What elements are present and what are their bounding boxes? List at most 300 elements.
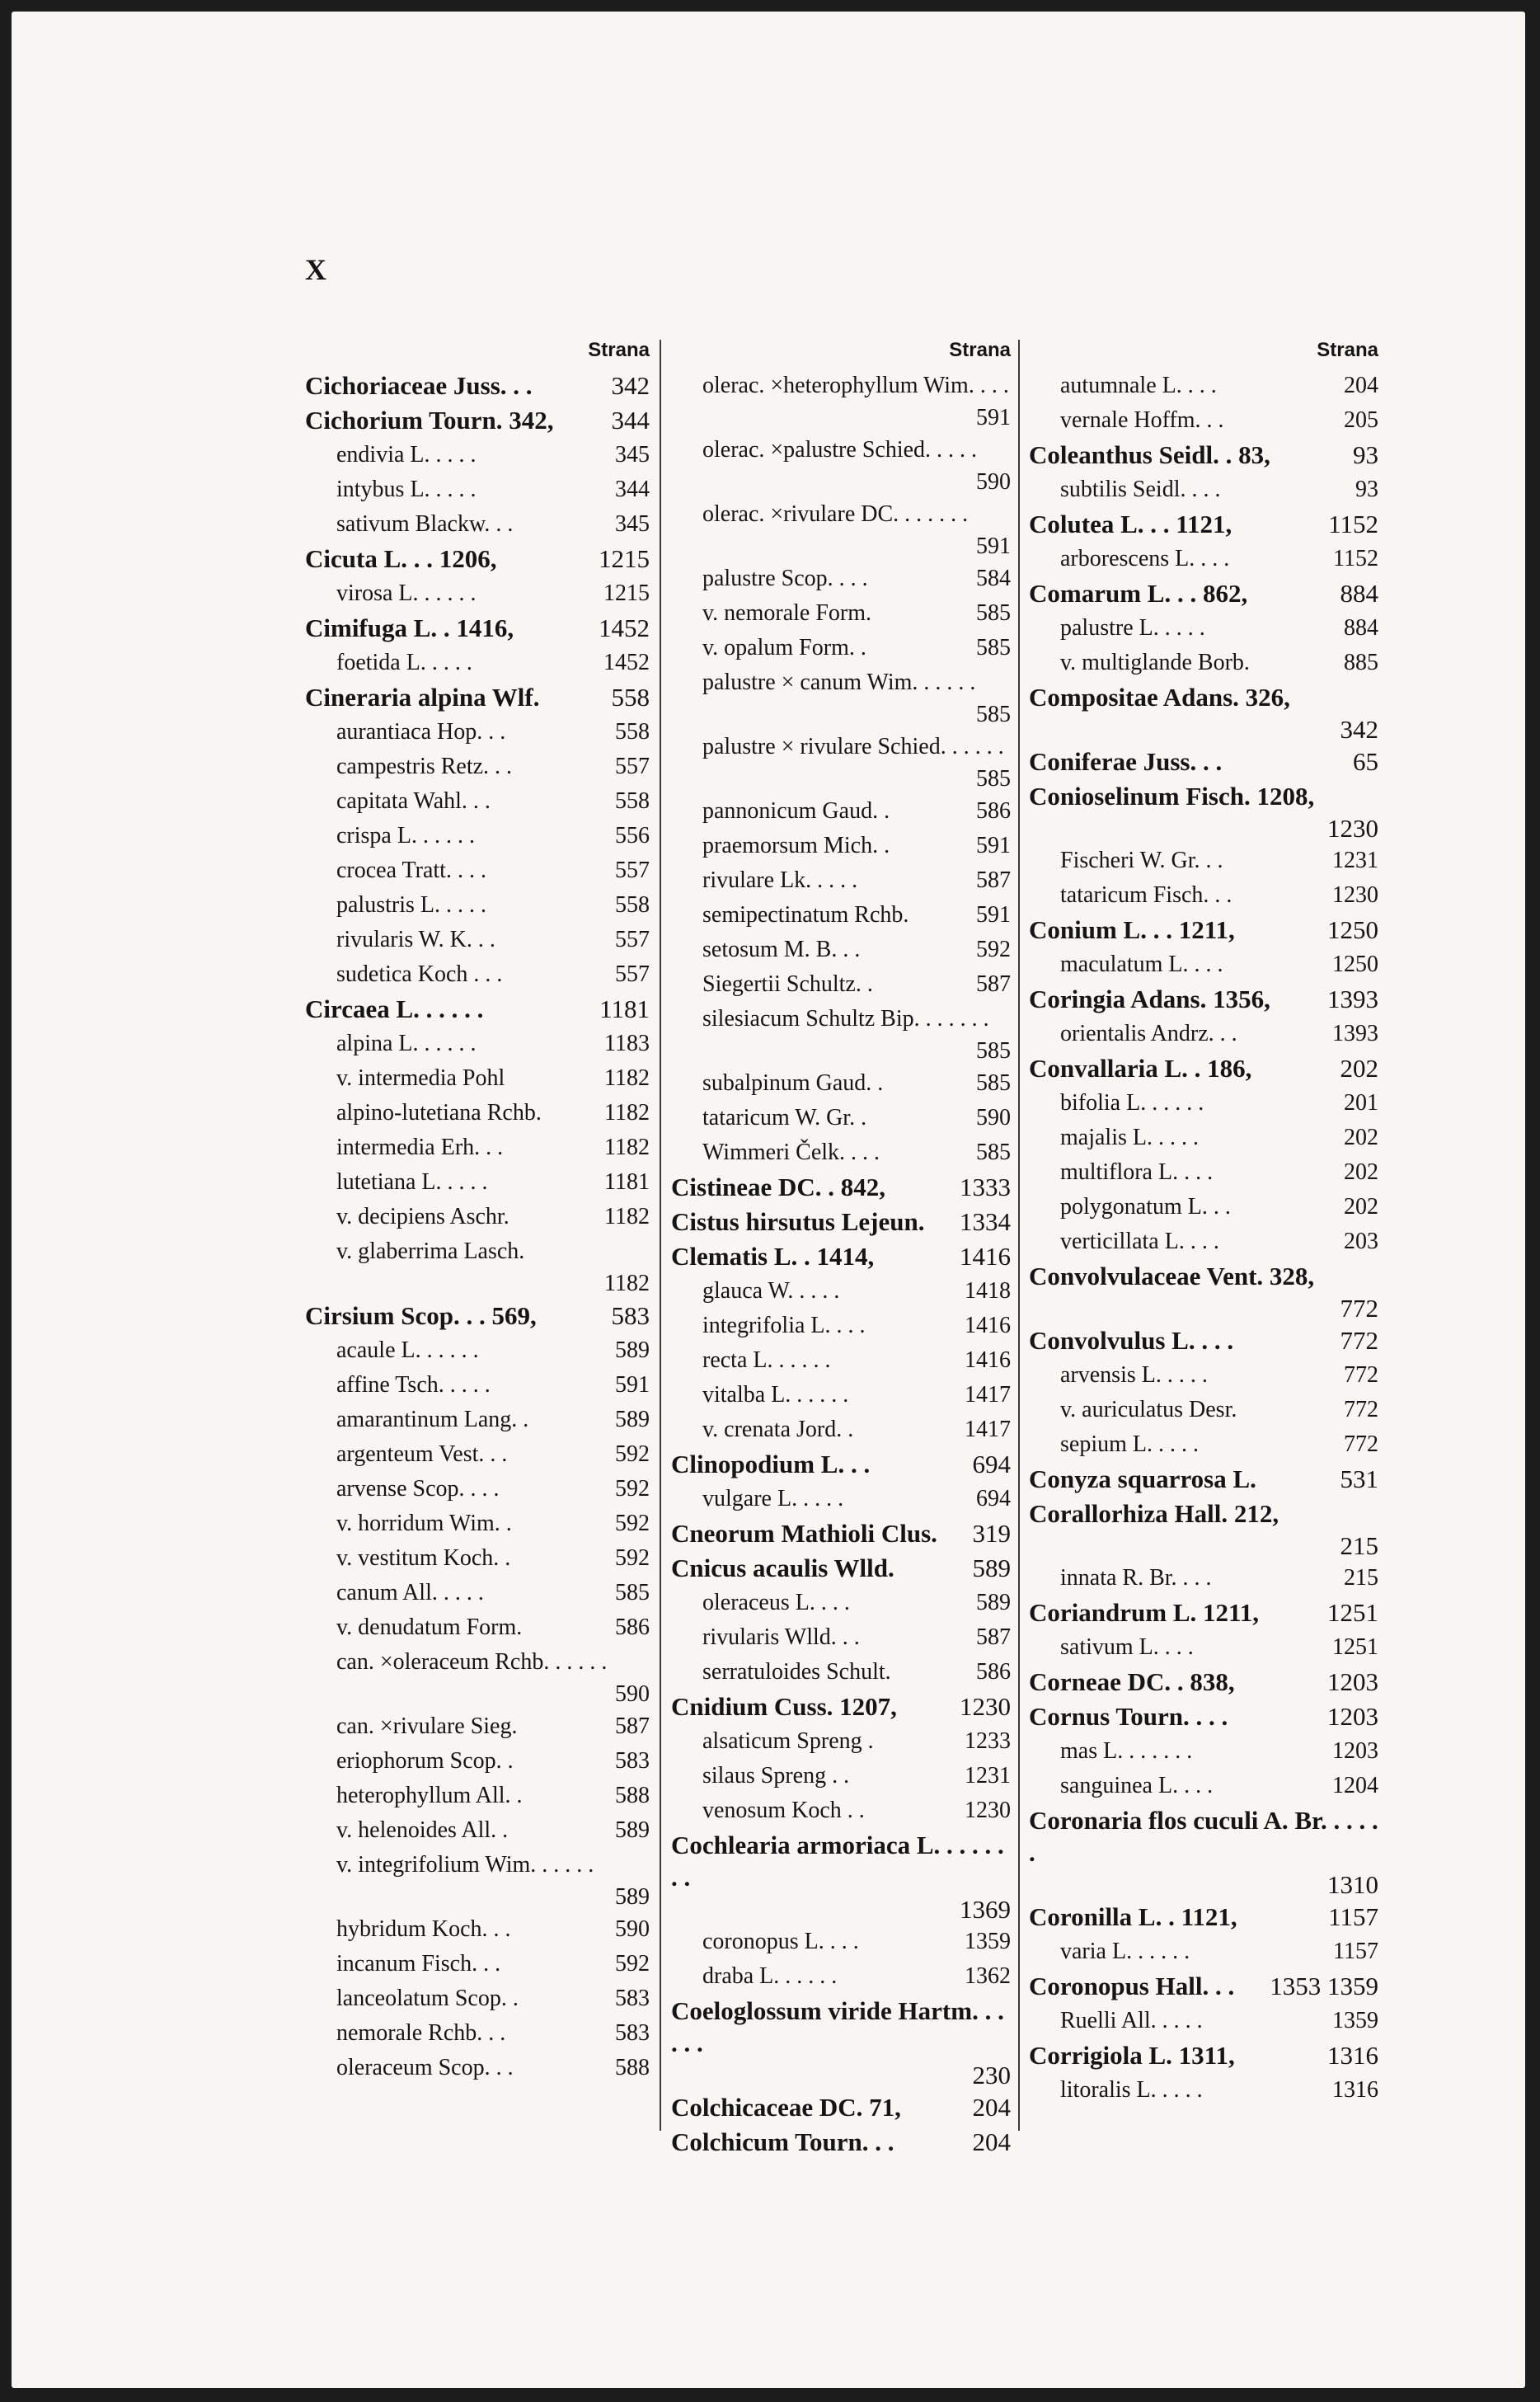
entry-term: aurantiaca Hop. . . [336,719,506,745]
index-subentry [1029,1770,1378,1804]
entry-page-number: 1183 [604,1031,650,1056]
entry-page-number: 558 [615,788,650,814]
entry-page-number: 1204 [1332,1773,1378,1798]
index-subentry [671,795,1011,830]
entry-page-number: 589 [615,1337,650,1363]
entry-term: Cimifuga L. . 1416, [305,613,514,642]
entry-term: rivularis W. K. . . [336,927,495,952]
index-headword-entry [1029,439,1378,473]
index-subentry [305,1814,650,1849]
entry-page-number: 204 [972,2127,1011,2156]
entry-page-number: 342 [1340,715,1378,744]
entry-page-number: 1215 [599,544,650,573]
entry-page-number: 1203 [1332,1738,1378,1764]
entry-page-number: 590 [976,469,1011,495]
index-subentry [305,1849,650,1913]
index-subentry [671,1925,1011,1960]
index-subentry [1029,1631,1378,1666]
entry-term: acaule L. . . . . . [336,1337,479,1363]
entry-term: Convolvulaceae Vent. 328, [1029,1262,1315,1290]
index-headword-entry [305,404,650,439]
entry-page-number: 1359 [965,1929,1011,1954]
entry-term: Coronilla L. . 1121, [1029,1902,1237,1931]
entry-page-number: 1231 [1332,848,1378,873]
index-subentry [305,1166,650,1201]
entry-page-number: 772 [1340,1294,1378,1323]
entry-page-number: 1182 [604,1135,650,1160]
index-headword-entry [671,2126,1011,2160]
entry-list [305,369,650,2086]
entry-page-number: 557 [615,858,650,883]
entry-page-number: 345 [615,511,650,537]
entry-page-number: 558 [615,719,650,745]
entry-page-number: 589 [615,1407,650,1432]
entry-term: Cineraria alpina Wlf. [305,683,540,712]
index-subentry [305,716,650,750]
entry-term: arvense Scop. . . . [336,1476,500,1502]
index-subentry [305,1710,650,1745]
index-subentry [1029,948,1378,983]
entry-term: majalis L. . . . . [1060,1125,1199,1150]
entry-term: hybridum Koch. . . [336,1916,511,1942]
entry-list [1029,369,1385,2108]
index-subentry [305,1542,650,1577]
index-subentry [305,1646,650,1710]
index-subentry [305,646,650,681]
entry-term: Cnicus acaulis Wlld. [671,1554,894,1582]
entry-page-number: 586 [976,1659,1011,1685]
index-subentry [1029,1562,1378,1596]
entry-page-number: 694 [976,1486,1011,1511]
entry-term: tataricum Fisch. . . [1060,882,1232,908]
entry-term: foetida L. . . . . [336,650,472,675]
index-headword-entry [671,1448,1011,1483]
entry-term: venosum Koch . . [702,1798,865,1823]
index-subentry [305,820,650,854]
entry-page-number: 592 [615,1511,650,1536]
entry-page-number: 1250 [1332,952,1378,977]
index-headword-entry [671,1829,1011,1925]
index-headword-entry [671,1552,1011,1586]
index-subentry [305,785,650,820]
entry-term: lutetiana L. . . . . [336,1169,488,1195]
entry-term: silesiacum Schultz Bip. . . . . . . [702,1006,989,1032]
entry-term: Fischeri W. Gr. . . [1060,848,1223,873]
entry-page-number: 557 [615,961,650,987]
entry-term: eriophorum Scop. . [336,1748,514,1774]
index-subentry [305,1438,650,1473]
index-column-2 [671,331,1011,2160]
index-subentry [671,1656,1011,1690]
index-headword-entry [671,1206,1011,1240]
entry-page-number: 1359 [1332,2008,1378,2033]
entry-term: can. ×rivulare Sieg. [336,1713,518,1739]
entry-term: Cneorum Mathioli Clus. [671,1519,937,1548]
index-subentry [1029,2074,1378,2108]
entry-page-number: 589 [615,1817,650,1843]
entry-page-number: 1157 [1328,1902,1378,1931]
entry-page-number: 1181 [604,1169,650,1195]
index-subentry [305,439,650,473]
entry-term: Compositae Adans. 326, [1029,683,1290,712]
index-column-3 [1029,331,1385,2108]
entry-page-number: 588 [615,2055,650,2080]
entry-page-number: 1181 [599,994,650,1023]
index-headword-entry [671,1517,1011,1552]
entry-page-number: 590 [615,1916,650,1942]
index-subentry [305,1913,650,1948]
entry-term: Comarum L. . . 862, [1029,579,1248,608]
index-subentry [671,1067,1011,1102]
entry-term: intermedia Erh. . . [336,1135,504,1160]
entry-term: palustris L. . . . . [336,892,486,918]
index-subentry [305,473,650,508]
index-subentry [305,1369,650,1403]
index-subentry [1029,646,1378,681]
entry-page-number: 1182 [604,1271,650,1296]
index-subentry [305,924,650,958]
entry-page-number: 587 [976,1624,1011,1650]
index-subentry [671,666,1011,731]
entry-page-number: 772 [1340,1326,1378,1355]
entry-page-number: 1230 [1327,814,1378,843]
entry-page-number: 587 [976,971,1011,997]
entry-page-number: 884 [1340,579,1378,608]
index-headword-entry [1029,1804,1385,1901]
entry-term: Corneae DC. . 838, [1029,1667,1235,1696]
entry-term: endivia L. . . . . [336,442,477,468]
entry-page-number: 592 [976,937,1011,962]
entry-term: arvensis L. . . . . [1060,1362,1208,1388]
entry-page-number: 204 [1344,373,1378,398]
index-subentry [1029,404,1378,439]
entry-term: palustre × rivulare Schied. . . . . . [702,734,1004,759]
entry-page-number: 1250 [1327,915,1378,944]
index-headword-entry [1029,914,1378,948]
entry-page-number: 589 [976,1590,1011,1615]
index-subentry [305,1235,650,1300]
entry-page-number: 585 [976,635,1011,660]
entry-page-number: 583 [615,1986,650,2011]
entry-page-number: 885 [1344,650,1378,675]
entry-page-number: 342 [611,371,650,400]
index-subentry [671,1483,1011,1517]
index-headword-entry [1029,1260,1378,1324]
entry-term: olerac. ×heterophyllum Wim. . . . [702,373,1009,398]
entry-page-number: 1157 [1333,1939,1378,1964]
index-subentry [305,1097,650,1131]
index-subentry [671,899,1011,933]
index-headword-entry [1029,1497,1378,1562]
entry-page-number: 344 [615,477,650,502]
index-subentry [1029,1121,1378,1156]
entry-term: olerac. ×palustre Schied. . . . . [702,437,978,463]
entry-page-number: 1417 [965,1382,1011,1408]
index-headword-entry [1029,2039,1378,2074]
index-subentry [305,1403,650,1438]
entry-term: Cnidium Cuss. 1207, [671,1692,897,1721]
entry-page-number: 215 [1344,1565,1378,1591]
column-divider [1018,340,1020,2131]
entry-term: palustre × canum Wim. . . . . . [702,670,976,695]
entry-page-number: 1452 [599,613,650,642]
entry-term: pannonicum Gaud. . [702,798,890,824]
entry-term: v. crenata Jord. . [702,1417,854,1442]
index-headword-entry [1029,681,1378,745]
entry-term: Clinopodium L. . . [671,1450,871,1478]
index-subentry [305,1982,650,2017]
index-subentry [671,1379,1011,1413]
entry-term: sepium L. . . . . [1060,1431,1199,1457]
index-subentry [305,1577,650,1611]
entry-term: Corallorhiza Hall. 212, [1029,1499,1279,1528]
index-headword-entry [1029,577,1378,612]
entry-term: v. nemorale Form. [702,600,872,626]
entry-page-number: 1203 [1327,1667,1378,1696]
index-headword-entry [1029,1596,1378,1631]
entry-page-number: 1333 [960,1173,1011,1201]
index-subentry [1029,1087,1378,1121]
entry-page-number: 1418 [965,1278,1011,1304]
index-subentry [671,369,1011,434]
entry-term: Conium L. . . 1211, [1029,915,1235,944]
entry-term: v. integrifolium Wim. . . . . . [336,1852,594,1878]
entry-term: Cornus Tourn. . . . [1029,1702,1228,1731]
index-subentry [305,508,650,543]
index-subentry [671,1275,1011,1309]
entry-page-number: 591 [976,405,1011,430]
index-subentry [305,1779,650,1814]
entry-term: campestris Retz. . . [336,754,513,779]
entry-term: v. vestitum Koch. . [336,1545,511,1571]
entry-term: heterophyllum All. . [336,1783,523,1808]
index-subentry [1029,1225,1378,1260]
entry-term: subalpinum Gaud. . [702,1070,884,1096]
entry-term: Siegertii Schultz. . [702,971,873,997]
entry-page-number: 772 [1344,1362,1378,1388]
index-subentry [305,2017,650,2052]
index-subentry [305,577,650,612]
entry-page-number: 591 [976,902,1011,928]
entry-page-number: 585 [976,702,1011,727]
index-subentry [671,1413,1011,1448]
entry-page-number: 1417 [965,1417,1011,1442]
entry-term: vitalba L. . . . . . [702,1382,849,1408]
entry-page-number: 557 [615,754,650,779]
index-headword-entry [305,681,650,716]
entry-term: crispa L. . . . . . [336,823,475,848]
entry-page-number: 1334 [960,1207,1011,1236]
entry-term: v. horridum Wim. . [336,1511,512,1536]
entry-page-number: 589 [615,1884,650,1910]
index-headword-entry [671,2091,1011,2126]
entry-page-number: 345 [615,442,650,468]
entry-page-number: 1316 [1332,2077,1378,2103]
entry-term: Coriandrum L. 1211, [1029,1598,1260,1627]
index-subentry [1029,1394,1378,1428]
entry-page-number: 93 [1353,440,1378,469]
entry-term: Convolvulus L. . . . [1029,1326,1234,1355]
entry-page-number: 585 [976,1140,1011,1165]
index-subentry [671,434,1011,498]
entry-page-number: 1231 [965,1763,1011,1789]
entry-term: Cistus hirsutus Lejeun. [671,1207,925,1236]
entry-page-number: 202 [1340,1054,1378,1083]
entry-page-number: 591 [615,1372,650,1398]
index-subentry [305,1201,650,1235]
index-headword-entry [1029,1970,1378,2005]
entry-page-number: 558 [615,892,650,918]
entry-term: Coniferae Juss. . . [1029,747,1223,776]
index-subentry [305,2052,650,2086]
index-subentry [671,1621,1011,1656]
index-headword-entry [305,993,650,1027]
entry-term: autumnale L. . . . [1060,373,1217,398]
entry-page-number: 215 [1340,1531,1378,1560]
entry-term: capitata Wahl. . . [336,788,491,814]
column-heading: Strana [588,339,650,361]
entry-term: Ruelli All. . . . . [1060,2008,1203,2033]
entry-page-number: 884 [1344,615,1378,641]
entry-page-number: 319 [972,1519,1011,1548]
entry-term: integrifolia L. . . . [702,1313,866,1338]
index-headword-entry [671,1995,1011,2091]
entry-page-number: 204 [972,2093,1011,2122]
index-subentry [305,1473,650,1507]
entry-page-number: 65 [1353,747,1378,776]
entry-term: Colutea L. . . 1121, [1029,510,1232,538]
entry-page-number: 588 [615,1783,650,1808]
entry-term: innata R. Br. . . . [1060,1565,1212,1591]
index-subentry [1029,1018,1378,1052]
index-headword-entry [671,1171,1011,1206]
entry-term: oleraceus L. . . . [702,1590,850,1615]
page-number: X [305,253,326,286]
entry-term: nemorale Rchb. . . [336,2020,506,2046]
entry-term: Cistineae DC. . 842, [671,1173,886,1201]
index-headword-entry [305,369,650,404]
index-subentry [671,1136,1011,1171]
entry-term: incanum Fisch. . . [336,1951,501,1977]
index-headword-entry [1029,780,1378,844]
index-subentry [671,597,1011,632]
index-subentry [305,750,650,785]
index-subentry [671,498,1011,562]
entry-page-number: 591 [976,833,1011,858]
index-subentry [305,1027,650,1062]
index-subentry [671,1344,1011,1379]
entry-term: canum All. . . . . [336,1580,484,1605]
index-subentry [305,1507,650,1542]
index-subentry [305,1948,650,1982]
entry-page-number: 1230 [960,1692,1011,1721]
index-subentry [671,1102,1011,1136]
entry-term: draba L. . . . . . [702,1963,838,1989]
entry-term: mas L. . . . . . . [1060,1738,1193,1764]
entry-term: olerac. ×rivulare DC. . . . . . . [702,501,969,527]
entry-term: vulgare L. . . . . [702,1486,844,1511]
entry-term: v. denudatum Form. [336,1615,523,1640]
index-headword-entry [1029,745,1378,780]
entry-term: alpina L. . . . . . [336,1031,477,1056]
entry-page-number: 202 [1344,1159,1378,1185]
index-subentry [1029,879,1378,914]
entry-term: setosum M. B. . . [702,937,861,962]
entry-page-number: 1203 [1327,1702,1378,1731]
entry-page-number: 589 [972,1554,1011,1582]
entry-term: oleraceum Scop. . . [336,2055,514,2080]
entry-page-number: 1353 1359 [1270,1972,1378,2000]
index-subentry [671,1760,1011,1794]
entry-term: Cichoriaceae Juss. . . [305,371,533,400]
entry-term: palustre Scop. . . . [702,566,868,591]
entry-term: Clematis L. . 1414, [671,1242,875,1271]
entry-term: multiflora L. . . . [1060,1159,1214,1185]
entry-term: varia L. . . . . . [1060,1939,1190,1964]
entry-term: orientalis Andrz. . . [1060,1021,1237,1046]
index-subentry [305,1062,650,1097]
index-subentry [671,1309,1011,1344]
entry-page-number: 203 [1344,1229,1378,1254]
entry-page-number: 1230 [965,1798,1011,1823]
entry-term: v. glaberrima Lasch. [336,1239,525,1264]
index-subentry [671,933,1011,968]
entry-page-number: 230 [972,2061,1011,2089]
entry-page-number: 1152 [1328,510,1378,538]
entry-page-number: 202 [1344,1194,1378,1220]
entry-page-number: 586 [976,798,1011,824]
entry-page-number: 531 [1340,1464,1378,1493]
index-headword-entry [1029,1463,1378,1497]
index-subentry [1029,2005,1378,2039]
entry-term: bifolia L. . . . . . [1060,1090,1204,1116]
column-heading: Strana [949,339,1011,361]
entry-page-number: 1452 [603,650,650,675]
entry-page-number: 585 [976,600,1011,626]
entry-term: alpino-lutetiana Rchb. [336,1100,542,1126]
entry-page-number: 344 [611,406,650,435]
entry-page-number: 585 [615,1580,650,1605]
index-subentry [671,632,1011,666]
entry-term: crocea Tratt. . . . [336,858,486,883]
page-sheet [12,12,1525,2388]
index-subentry [671,1586,1011,1621]
entry-page-number: 586 [615,1615,650,1640]
entry-page-number: 772 [1344,1431,1378,1457]
entry-term: Corrigiola L. 1311, [1029,2041,1235,2070]
index-headword-entry [305,612,650,646]
entry-term: Coringia Adans. 1356, [1029,985,1270,1013]
entry-term: palustre L. . . . . [1060,615,1205,641]
index-headword-entry [305,1300,650,1334]
entry-page-number: 1251 [1332,1634,1378,1660]
entry-term: silaus Spreng . . [702,1763,850,1789]
entry-term: Cirsium Scop. . . 569, [305,1301,537,1330]
entry-term: sativum L. . . . [1060,1634,1194,1660]
index-subentry [671,1003,1011,1067]
index-subentry [1029,612,1378,646]
entry-term: Coeloglossum viride Hartm. . . . . . [671,1996,1011,2057]
entry-term: lanceolatum Scop. . [336,1986,519,2011]
index-subentry [305,889,650,924]
entry-term: subtilis Seidl. . . . [1060,477,1221,502]
entry-term: Coronopus Hall. . . [1029,1972,1235,2000]
entry-list [671,369,1011,2160]
index-subentry [1029,1735,1378,1770]
index-column-1 [305,331,650,2086]
index-subentry [305,854,650,889]
entry-page-number: 1416 [965,1313,1011,1338]
